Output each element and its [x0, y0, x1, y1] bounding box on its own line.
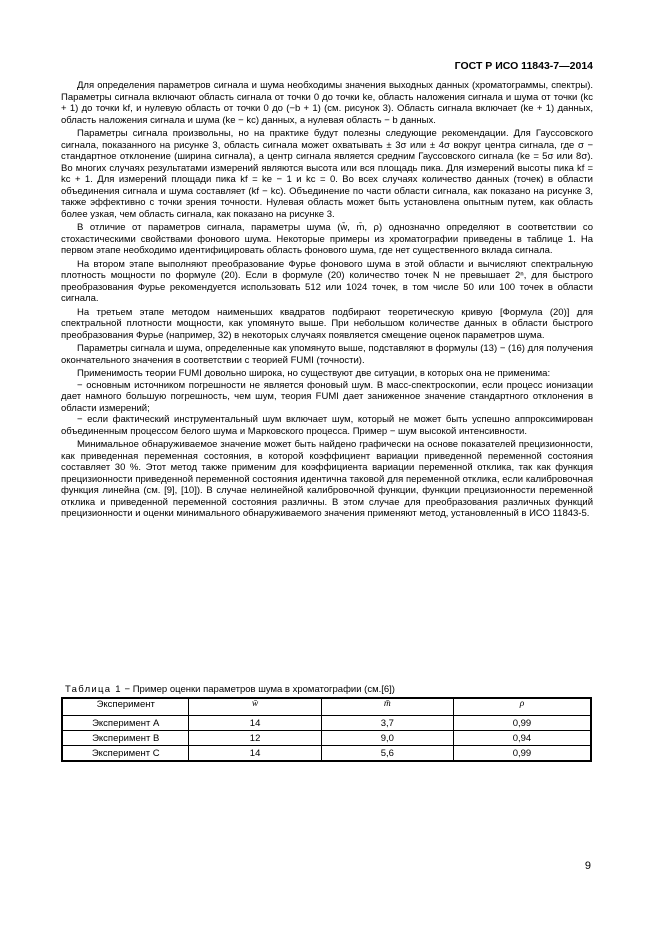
table-cell: 0,94	[453, 731, 591, 746]
table-cell: 14	[189, 746, 321, 762]
table-cell: 5,6	[321, 746, 453, 762]
table-cell: Эксперимент С	[62, 746, 189, 762]
table-cell: Эксперимент В	[62, 731, 189, 746]
table-header-row	[62, 698, 591, 716]
table-row	[62, 746, 591, 762]
page-number: 9	[584, 860, 591, 872]
paragraph-4: На втором этапе выполняют преобразование Фурье фонового шума в этой области и вычисляют спектральную плотность мощности по формуле (20). Если в формуле (20) количество точек N не превышает 2ⁿ, для быстрого преобразования Фурье рекомендуется использовать 512 или 1024 точек, в том числе 50 или 100 точек в области сигнала.	[61, 258, 593, 304]
table-caption-text: − Пример оценки параметров шума в хроматографии (см.[6])	[121, 684, 395, 695]
paragraph-1: Для определения параметров сигнала и шума необходимы значения выходных данных (хроматограммы, спектры). Параметры сигнала включают область сигнала от точки 0 до точки ke, область наложения сигнала и шума от точки (kc + 1) до точки kf, и нулевую область от точки 0 до (−b + 1) (см. рисунок 3). Область сигнала включает (ke + 1) данных, область наложения сигнала и шума (ke − kc) данных, а нулевая область − b данных.	[61, 80, 593, 126]
document-header: ГОСТ Р ИСО 11843-7—2014	[454, 60, 593, 72]
table-cell: 9,0	[321, 731, 453, 746]
header-experiment: Эксперимент	[62, 698, 189, 716]
header-w: w̄	[189, 698, 321, 716]
table-cell: Эксперимент А	[62, 716, 189, 731]
table-row	[62, 716, 591, 731]
table-row	[62, 731, 591, 746]
list-item-2: − если фактический инструментальный шум включает шум, который не может быть успешно аппроксимирован объединенным процессом белого шума и Марковского процесса. Пример − шум высокой интенсивности.	[61, 414, 593, 437]
paragraph-2: Параметры сигнала произвольны, но на практике будут полезны следующие рекомендации. Для Гауссовского сигнала, показанного на рисунке 3, область сигнала может охватывать ± 3σ или ± 4σ вокруг центра сигнала, где σ − стандартное отклонение (ширина сигнала), а центр сигнала является средним Гауссовского сигнала (ke = 5σ или 8σ). Во многих случаях результатами измерений являются высота или вся площадь пика. Для измерений высоты пика kf = kc + 1. Для измерений площади пика kf = ke − 1 и kc = 0. Во всех случаях количество данных (точек) в области объединения сигнала и шума составляет (kf − kc). Объединение по части области сигнала, как показано на рисунке 3, также эффективно с точки зрения точности. Нулевая область может быть установлена опытным путем, как область более узкая, чем область сигнала, как показано на рисунке 3.	[61, 128, 593, 220]
table-caption	[65, 684, 595, 695]
paragraph-8: Минимальное обнаруживаемое значение может быть найдено графически на основе показателей прецизионности, как приведенная переменная состояния, в которой коэффициент вариации приведенной переменной состояния составляет 30 %. Этот метод также применим для коэффициента вариации переменной отклика, так как функция прецизионности приведенной переменной состояния идентична таковой для переменной отклика, если калибровочная функция линейна (см. [9], [10]). В случае нелинейной калибровочной функции, функции прецизионности переменной отклика и приведенной переменной состояния различны. В этом случае для преобразования различных функций прецизионности и оценки минимального обнаруживаемого значения применяют метод, установленный в ИСО 11843-5.	[61, 439, 593, 519]
table-cell: 3,7	[321, 716, 453, 731]
noise-params-table	[61, 697, 592, 762]
table-cell: 14	[189, 716, 321, 731]
paragraph-6: Параметры сигнала и шума, определенные как упомянуто выше, подставляют в формулы (13) − (16) для получения окончательного значения в соответствии с теорией FUMI (точности).	[61, 343, 593, 366]
body-text	[61, 80, 593, 520]
header-m: m̄	[321, 698, 453, 716]
table-cell: 0,99	[453, 746, 591, 762]
paragraph-3: В отличие от параметров сигнала, параметры шума (w̄, m̄, ρ) однозначно определяют в соответствии со стохастическими свойствами фонового шума. Некоторые примеры из хроматографии приведены в таблице 1. На первом этапе необходимо идентифицировать область фонового шума, где нет существенного вклада сигнала.	[61, 222, 593, 256]
table-caption-label: Таблица 1	[65, 684, 122, 695]
paragraph-5: На третьем этапе методом наименьших квадратов подбирают теоретическую кривую [Формула (20)] для спектральной плотности мощности, как упомянуто выше. При небольшом количестве данных в области быстрого преобразования Фурье (например, 32) в некоторых случаях появляется смещение оценок параметров шума.	[61, 306, 593, 341]
header-rho: ρ	[453, 698, 591, 716]
list-item-1: − основным источником погрешности не является фоновый шум. В масс-спектроскопии, если процесс ионизации дает намного большую погрешность, чем шум, теория FUMI дает заниженное значение стандартного отклонения в области измерений;	[61, 379, 593, 414]
table-cell: 0,99	[453, 716, 591, 731]
table-cell: 12	[189, 731, 321, 746]
paragraph-7: Применимость теории FUMI довольно широка, но существуют две ситуации, в которых она не применима:	[77, 368, 551, 379]
